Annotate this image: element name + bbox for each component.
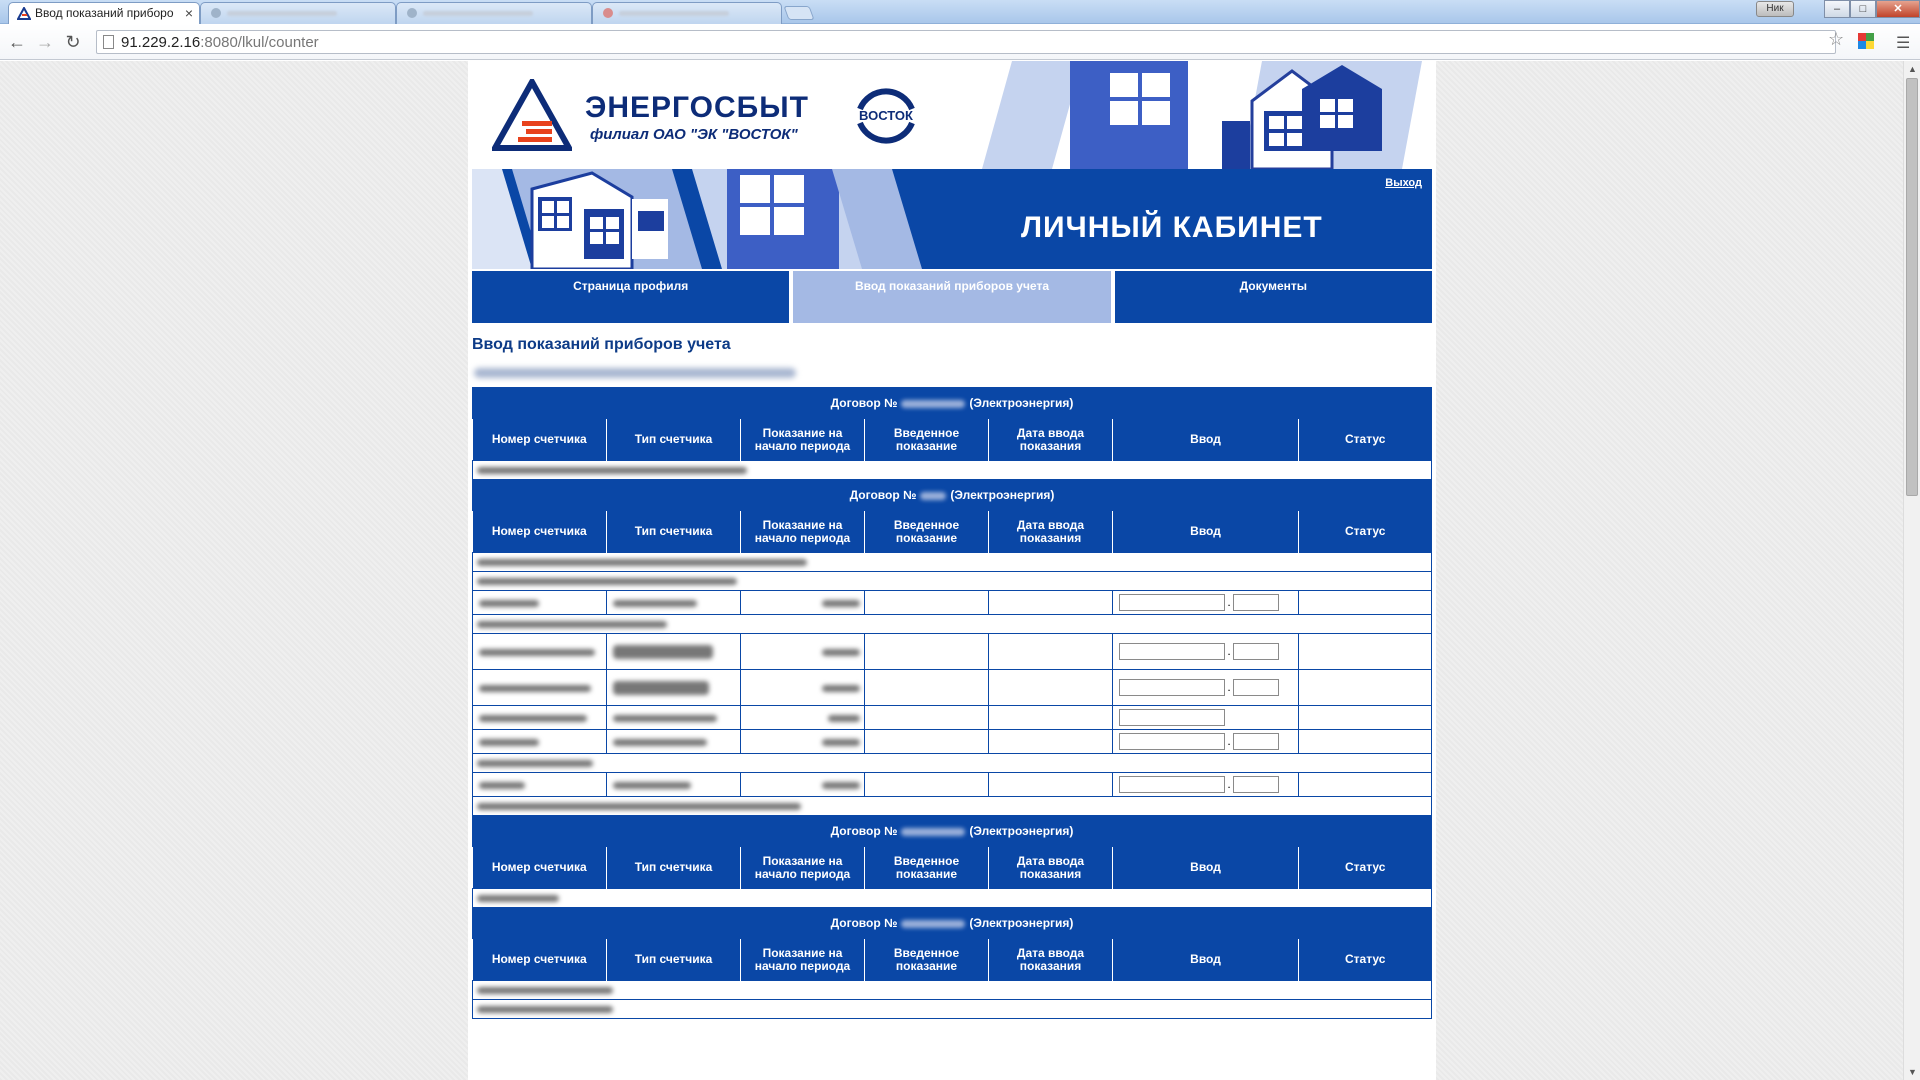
window-close-button[interactable]: ✕ [1876, 0, 1920, 18]
meter-type-blurred [613, 600, 697, 607]
object-address-blurred [477, 895, 559, 902]
browser-tab-strip [0, 0, 1920, 24]
browser-tab[interactable] [396, 2, 592, 24]
object-row [473, 889, 1432, 908]
banner-houses-illustration [472, 169, 932, 269]
col-start-reading: Показание на начало периода [741, 847, 865, 889]
col-meter-number: Номер счетчика [473, 939, 607, 981]
meter-number-blurred [479, 715, 587, 722]
vostok-ring-icon [850, 79, 922, 151]
object-row [473, 981, 1432, 1000]
page-scrollbar[interactable] [1903, 61, 1920, 1080]
object-address-blurred [477, 803, 801, 810]
reading-integer-input[interactable] [1119, 643, 1225, 660]
tab-favicon-icon [405, 6, 419, 20]
col-input: Ввод [1113, 511, 1299, 553]
forward-arrow-icon[interactable]: → [36, 32, 54, 52]
logout-link[interactable]: Выход [1385, 177, 1422, 189]
col-status: Статус [1299, 419, 1432, 461]
col-meter-type: Тип счетчика [607, 511, 741, 553]
table-header-row [473, 511, 1432, 553]
vostok-logo [850, 79, 922, 151]
svg-text:ВОСТОК: ВОСТОК [859, 108, 913, 123]
start-reading-blurred [822, 739, 860, 746]
reading-decimal-input[interactable] [1233, 733, 1279, 750]
meter-type-blurred [613, 645, 713, 659]
contract-number-blurred [901, 828, 965, 836]
object-row [473, 1000, 1432, 1019]
meter-type-blurred [613, 715, 717, 722]
brand-name: ЭНЕРГОСБЫТ [585, 91, 809, 124]
back-arrow-icon[interactable]: ← [8, 32, 26, 52]
reading-decimal-input[interactable] [1233, 594, 1279, 611]
browser-tab[interactable] [200, 2, 396, 24]
col-entered-reading: Введенное показание [865, 511, 989, 553]
page-icon [103, 35, 114, 49]
col-entry-date: Дата ввода показания [989, 511, 1113, 553]
table-row: . [473, 634, 1432, 670]
col-entry-date: Дата ввода показания [989, 939, 1113, 981]
object-row [473, 615, 1432, 634]
tab-favicon-icon [601, 6, 615, 20]
meter-number-blurred [479, 685, 591, 692]
col-input: Ввод [1113, 419, 1299, 461]
table-row: . [473, 730, 1432, 754]
reading-integer-input[interactable] [1119, 709, 1225, 726]
extension-icon[interactable] [1858, 33, 1874, 49]
col-entered-reading: Введенное показание [865, 419, 989, 461]
contract-header: Договор № (Электроэнергия) [473, 908, 1432, 939]
object-row [473, 572, 1432, 591]
banner-title: ЛИЧНЫЙ КАБИНЕТ [1021, 211, 1323, 244]
col-start-reading: Показание на начало периода [741, 511, 865, 553]
tab-title: Ввод показаний приборо [35, 6, 174, 20]
table-row: . [473, 591, 1432, 615]
tab-title-blurred [619, 11, 729, 16]
col-start-reading: Показание на начало периода [741, 939, 865, 981]
contract-number-blurred [920, 492, 946, 500]
object-address-blurred [477, 987, 613, 994]
tab-title-blurred [227, 11, 337, 16]
site-banner [472, 169, 1432, 269]
reading-decimal-input[interactable] [1233, 679, 1279, 696]
reading-integer-input[interactable] [1119, 679, 1225, 696]
start-reading-blurred [822, 685, 860, 692]
site-header [472, 61, 1432, 169]
meter-type-blurred [613, 739, 707, 746]
energosbyt-logo-icon [492, 79, 572, 151]
col-input: Ввод [1113, 939, 1299, 981]
tab-meter-readings[interactable]: Ввод показаний приборов учета [793, 271, 1110, 323]
meter-readings-table [472, 387, 1432, 1019]
meter-number-blurred [479, 649, 595, 656]
contract-number-blurred [901, 400, 965, 408]
new-tab-button[interactable] [783, 6, 814, 20]
table-header-row [473, 847, 1432, 889]
page-viewport [0, 61, 1920, 1080]
start-reading-blurred [822, 782, 860, 789]
site-favicon-icon [17, 6, 31, 20]
houses-illustration [982, 61, 1432, 169]
object-row [473, 754, 1432, 773]
browser-tab[interactable] [592, 2, 782, 24]
brand-subtitle: филиал ОАО "ЭК "ВОСТОК" [590, 126, 798, 143]
meter-type-blurred [613, 782, 691, 789]
col-input: Ввод [1113, 847, 1299, 889]
scroll-down-icon[interactable]: ▼ [1908, 1067, 1917, 1077]
col-entered-reading: Введенное показание [865, 847, 989, 889]
col-meter-number: Номер счетчика [473, 511, 607, 553]
table-row [473, 706, 1432, 730]
section-tabs [472, 271, 1432, 323]
contract-header: Договор № (Электроэнергия) [473, 480, 1432, 511]
contract-header: Договор № (Электроэнергия) [473, 388, 1432, 419]
reading-integer-input[interactable] [1119, 776, 1225, 793]
tab-title-blurred [423, 11, 533, 16]
col-meter-type: Тип счетчика [607, 939, 741, 981]
object-address-blurred [477, 621, 667, 628]
col-entry-date: Дата ввода показания [989, 419, 1113, 461]
contract-header: Договор № (Электроэнергия) [473, 816, 1432, 847]
tab-close-icon[interactable]: × [184, 5, 193, 21]
object-row [473, 461, 1432, 480]
meter-number-blurred [479, 739, 539, 746]
profile-badge[interactable]: Ник [1756, 1, 1794, 17]
client-name-blurred [474, 368, 796, 378]
col-start-reading: Показание на начало периода [741, 419, 865, 461]
minimize-button[interactable]: – [1824, 0, 1850, 18]
reading-decimal-input[interactable] [1233, 643, 1279, 660]
col-meter-type: Тип счетчика [607, 847, 741, 889]
col-status: Статус [1299, 847, 1432, 889]
start-reading-blurred [828, 715, 860, 722]
start-reading-blurred [822, 600, 860, 607]
table-row: . [473, 773, 1432, 797]
browser-tab-active[interactable] [8, 2, 200, 24]
meter-number-blurred [479, 600, 539, 607]
page-title: Ввод показаний приборов учета [472, 336, 731, 353]
col-status: Статус [1299, 939, 1432, 981]
bookmark-star-icon[interactable]: ☆ [1828, 29, 1845, 49]
start-reading-blurred [822, 649, 860, 656]
col-status: Статус [1299, 511, 1432, 553]
reading-decimal-input[interactable] [1233, 776, 1279, 793]
object-address-blurred [477, 760, 593, 767]
table-header-row [473, 939, 1432, 981]
object-row [473, 797, 1432, 816]
col-entry-date: Дата ввода показания [989, 847, 1113, 889]
col-meter-number: Номер счетчика [473, 847, 607, 889]
reload-icon[interactable]: ↻ [65, 32, 81, 52]
object-address-blurred [477, 559, 807, 566]
contract-number-blurred [901, 920, 965, 928]
reading-integer-input[interactable] [1119, 733, 1225, 750]
browser-menu-icon[interactable]: ☰ [1896, 35, 1911, 52]
page-container [468, 61, 1436, 1080]
reading-integer-input[interactable] [1119, 594, 1225, 611]
tab-documents[interactable]: Документы [1115, 271, 1432, 323]
scroll-up-icon[interactable]: ▲ [1908, 64, 1917, 74]
url-text: 91.229.2.16:8080/lkul/counter [121, 34, 319, 51]
object-address-blurred [477, 467, 747, 474]
scrollbar-thumb[interactable] [1906, 78, 1918, 496]
object-address-blurred [477, 578, 737, 585]
meter-number-blurred [479, 782, 525, 789]
table-header-row [473, 419, 1432, 461]
maximize-button[interactable]: □ [1850, 0, 1876, 18]
col-meter-number: Номер счетчика [473, 419, 607, 461]
object-row [473, 553, 1432, 572]
col-meter-type: Тип счетчика [607, 419, 741, 461]
browser-toolbar [0, 24, 1920, 60]
address-bar[interactable] [96, 30, 1836, 54]
tab-profile[interactable]: Страница профиля [472, 271, 789, 323]
tab-favicon-icon [209, 6, 223, 20]
object-address-blurred [477, 1006, 613, 1013]
table-row: . [473, 670, 1432, 706]
col-entered-reading: Введенное показание [865, 939, 989, 981]
meter-type-blurred [613, 681, 709, 695]
